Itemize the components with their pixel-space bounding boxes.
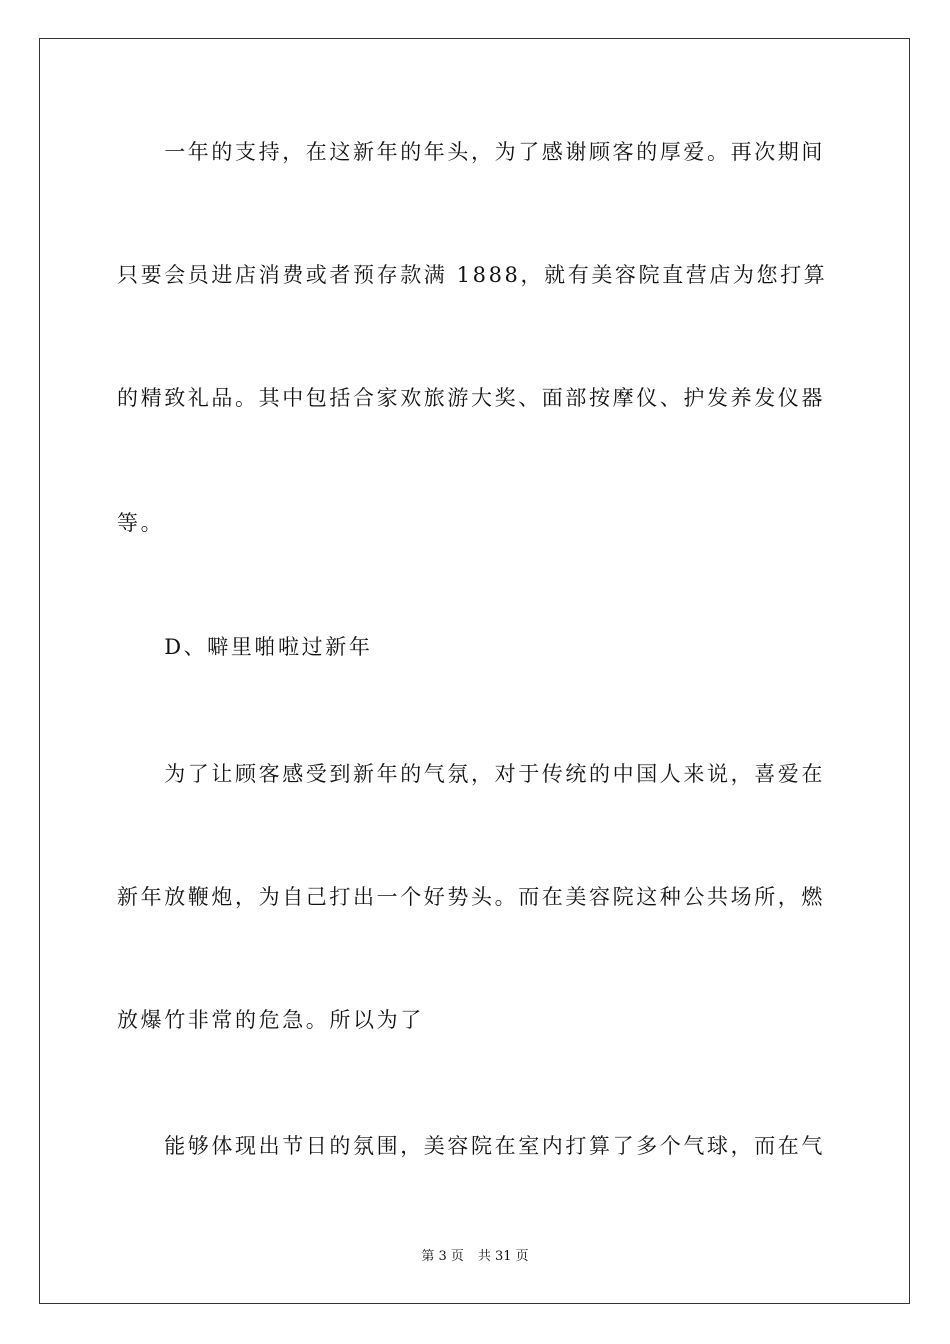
text-line-2: 只要会员进店消费或者预存款满 1888，就有美容院直营店为您打算 [117,263,828,287]
text-line-1: 一年的支持，在这新年的年头，为了感谢顾客的厚爱。再次期间 [117,140,825,164]
text-line-4: 等。 [117,511,165,535]
page-number: 第 3 页 [421,1249,464,1264]
page-footer [0,1248,950,1266]
total-pages: 共 31 页 [477,1249,529,1264]
page-border [39,38,910,1304]
text-line-3: 的精致礼品。其中包括合家欢旅游大奖、面部按摩仪、护发养发仪器 [117,386,825,410]
text-line-9: 能够体现出节日的氛围，美容院在室内打算了多个气球，而在气 [117,1134,825,1158]
text-line-6: 为了让顾客感受到新年的气氛，对于传统的中国人来说，喜爱在 [117,762,825,786]
text-line-8: 放爆竹非常的危急。所以为了 [117,1008,424,1032]
section-heading: D、噼里啪啦过新年 [117,635,373,659]
text-line-7: 新年放鞭炮，为自己打出一个好势头。而在美容院这种公共场所，燃 [117,885,825,909]
